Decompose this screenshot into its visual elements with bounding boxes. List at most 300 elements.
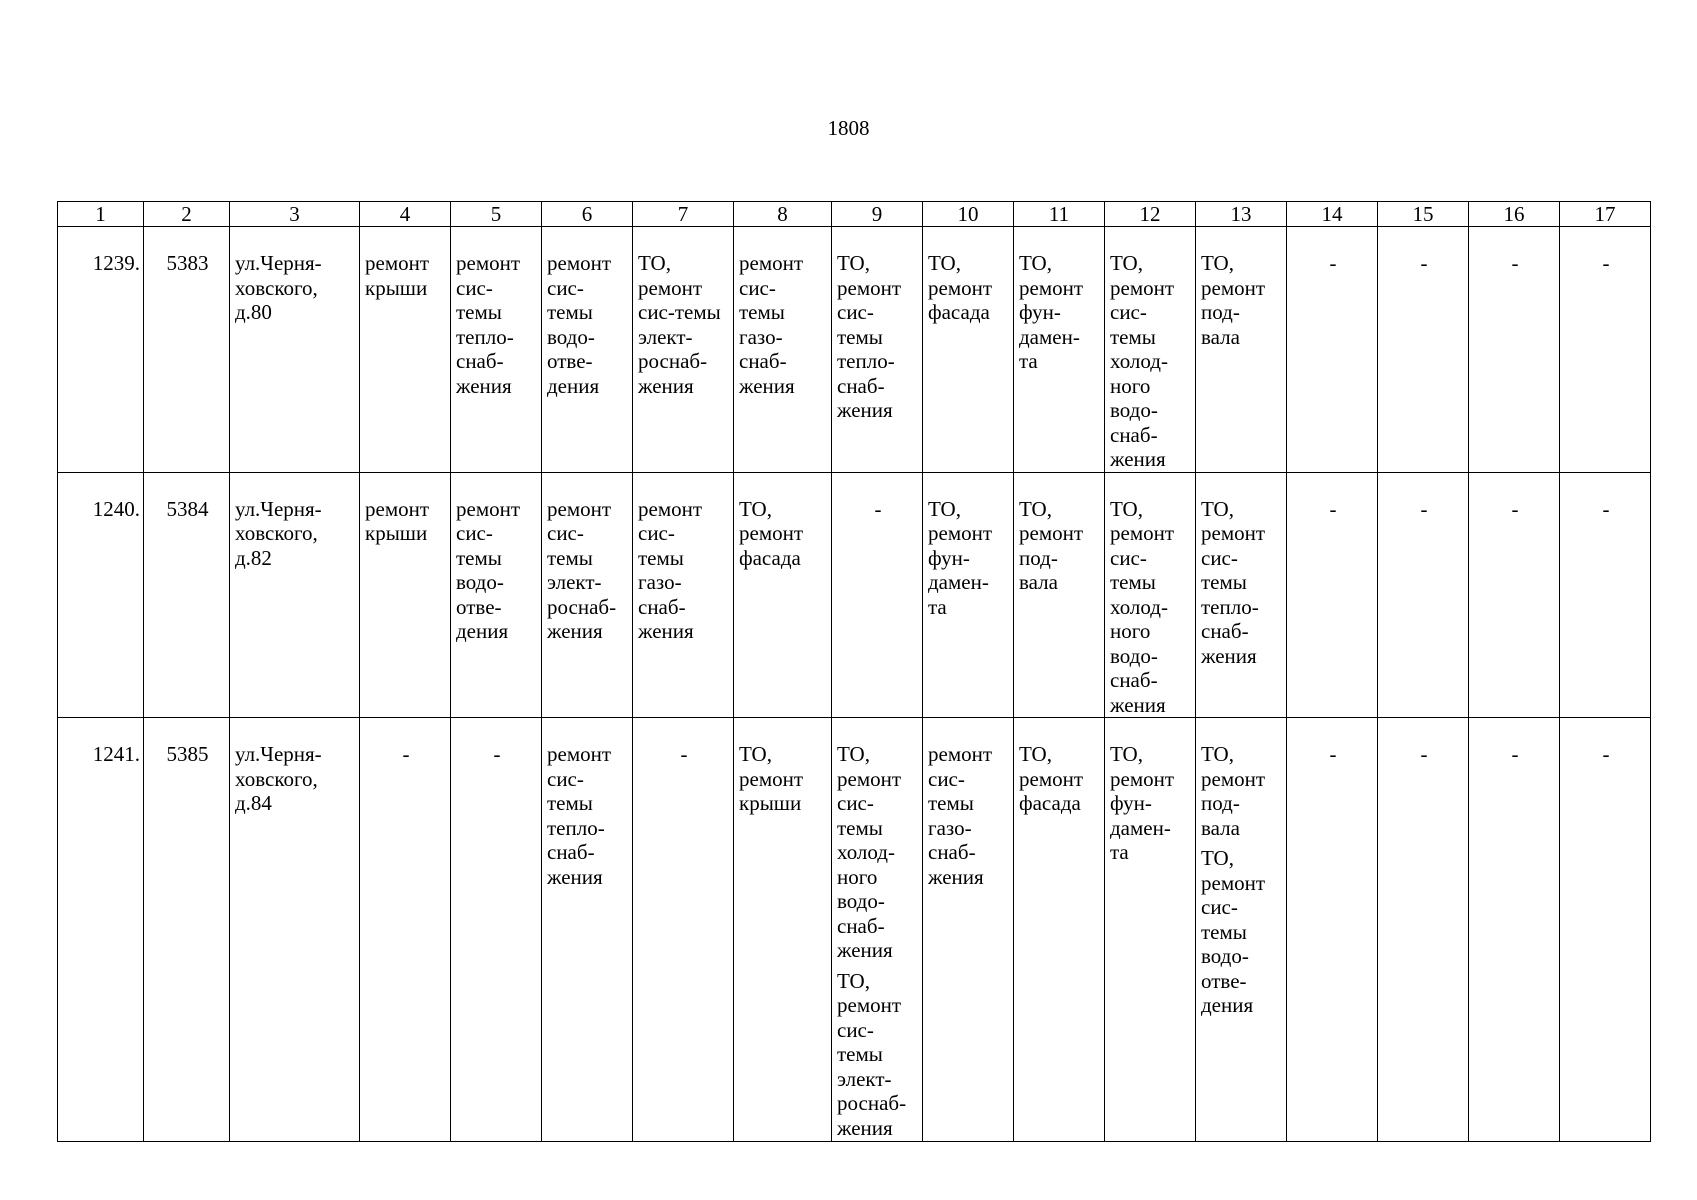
cell-text-line: ховского, [235, 275, 318, 300]
cell-text-block [1019, 497, 1101, 595]
cell-text-line: жения [547, 619, 603, 643]
cell-text-line: темы [739, 300, 785, 324]
column-number-header: 9 [832, 202, 923, 227]
table-row [58, 718, 1651, 1142]
table-cell-col-13 [1196, 718, 1287, 1142]
table-cell-col-15 [1378, 227, 1469, 473]
cell-text-line: - [1329, 251, 1337, 275]
column-number-header: 10 [923, 202, 1014, 227]
cell-text-line: вала [1019, 570, 1058, 594]
column-number-header: 7 [633, 202, 734, 227]
cell-text-line: дамен- [1110, 815, 1171, 840]
cell-text-line: та [1110, 840, 1129, 864]
cell-text-line: ТО, [739, 742, 772, 766]
cell-text-line: ТО, [1201, 846, 1234, 870]
cell-top-spacing [456, 227, 538, 251]
cell-top-spacing [149, 227, 226, 251]
cell-text-line: ремонт [1110, 766, 1175, 791]
cell-text-line: - [1511, 742, 1519, 766]
cell-text-line: сис- [1201, 545, 1238, 570]
cell-top-spacing [149, 473, 226, 497]
table-cell-col-15 [1378, 718, 1469, 1142]
table-cell-col-7 [633, 718, 734, 1142]
cell-text-block [837, 251, 919, 423]
cell-top-spacing [1292, 227, 1374, 251]
table-cell-col-13 [1196, 227, 1287, 473]
cell-text-line: д.82 [235, 545, 272, 570]
table-cell-col-11 [1014, 472, 1105, 718]
cell-text-line: жения [638, 619, 694, 643]
column-number-header: 8 [734, 202, 832, 227]
cell-text-line: ремонт [739, 251, 804, 275]
cell-text-line: роснаб- [547, 594, 617, 619]
cell-text-line: сис- [837, 300, 874, 324]
cell-text-line: ТО, [1019, 742, 1052, 766]
cell-text-line: темы [1201, 570, 1247, 594]
cell-top-spacing [1474, 718, 1556, 742]
cell-text-line: водо- [1110, 398, 1158, 422]
cell-text-block [837, 742, 919, 963]
cell-top-spacing [365, 227, 447, 251]
cell-text-block [149, 251, 226, 276]
table-cell-col-8 [734, 472, 832, 718]
cell-text-line: ного [1110, 373, 1151, 398]
cell-top-spacing [365, 718, 447, 742]
cell-text-line: фасада [1019, 791, 1081, 815]
cell-text-line: темы [456, 545, 502, 570]
cell-top-spacing [1383, 227, 1465, 251]
cell-top-spacing [1201, 718, 1283, 742]
cell-top-spacing [1292, 473, 1374, 497]
cell-text-line: - [493, 742, 501, 766]
table-cell-col-15 [1378, 472, 1469, 718]
cell-text-line: жения [739, 373, 795, 398]
cell-text-line: элект- [547, 570, 602, 594]
cell-text-line: ТО, [1019, 251, 1052, 275]
cell-text-line: элект- [638, 324, 693, 349]
cell-text-line: - [680, 742, 688, 766]
cell-text-line: ТО, [1110, 251, 1143, 275]
cell-text-line: тепло- [547, 815, 605, 840]
cell-top-spacing [456, 473, 538, 497]
cell-text-line: темы [928, 791, 974, 815]
cell-text-line: ховского, [235, 521, 318, 545]
table-cell-col-9 [832, 718, 923, 1142]
cell-text-line: дамен- [1019, 324, 1080, 349]
cell-text-line: ремонт [547, 742, 612, 766]
cell-text-block [837, 497, 919, 522]
cell-text-block [1474, 251, 1556, 276]
cell-text-line: крыши [365, 521, 428, 545]
cell-text-line: сис- [1110, 545, 1147, 570]
cell-text-block [1383, 497, 1465, 522]
cell-top-spacing [235, 718, 356, 742]
cell-text-line: ул.Черня- [235, 496, 322, 521]
cell-text-block [1383, 742, 1465, 767]
table-cell-col-16 [1469, 472, 1560, 718]
cell-text-line: вала [1201, 324, 1240, 349]
cell-text-line: ремонт [456, 251, 521, 275]
cell-text-line: роснаб- [837, 1091, 907, 1115]
table-cell-col-6 [542, 227, 633, 473]
cell-text-block [928, 497, 1010, 620]
cell-text-block [235, 251, 356, 325]
table-cell-col-5 [451, 718, 542, 1142]
column-number-header: 4 [360, 202, 451, 227]
cell-text-block [1110, 497, 1192, 718]
cell-text-line: ремонт [739, 521, 804, 545]
cell-text-line: - [1420, 742, 1428, 766]
cell-text-line: ТО, [928, 496, 961, 521]
cell-text-block [928, 251, 1010, 325]
cell-top-spacing [928, 718, 1010, 742]
cell-text-line: водо- [1110, 643, 1158, 668]
table-cell-col-6 [542, 472, 633, 718]
table-cell-col-7 [633, 227, 734, 473]
cell-text-line: - [1602, 251, 1610, 275]
cell-text-line: снаб- [1110, 668, 1158, 692]
column-number-header: 2 [144, 202, 230, 227]
table-cell-col-3 [230, 472, 360, 718]
cell-top-spacing [1110, 718, 1192, 742]
cell-text-line: жения [547, 864, 603, 889]
cell-text-line: крыши [739, 791, 802, 815]
cell-top-spacing [1110, 473, 1192, 497]
column-number-header: 17 [1560, 202, 1651, 227]
table-cell-col-11 [1014, 227, 1105, 473]
table-cell-col-6 [542, 718, 633, 1142]
cell-text-line: жения [456, 373, 512, 398]
cell-text-line: ховского, [235, 766, 318, 791]
data-table [57, 201, 1651, 1142]
cell-text-block [1201, 846, 1283, 1018]
cell-text-block [1201, 497, 1283, 669]
cell-text-line: фасада [928, 300, 990, 324]
cell-text-line: дения [1201, 993, 1254, 1017]
cell-text-block [739, 251, 828, 398]
cell-text-line: ул.Черня- [235, 251, 322, 275]
cell-text-line: дения [456, 619, 509, 643]
cell-top-spacing [1565, 473, 1647, 497]
cell-top-spacing [928, 227, 1010, 251]
table-cell-col-2 [144, 472, 230, 718]
cell-text-line: ремонт [1110, 521, 1175, 545]
column-number-header: 13 [1196, 202, 1287, 227]
cell-text-block [1019, 251, 1101, 374]
cell-text-line: под- [1019, 545, 1058, 570]
cell-text-block [149, 742, 226, 767]
cell-text-line: сис- [1110, 300, 1147, 324]
cell-text-line: снаб- [1201, 619, 1249, 643]
cell-text-line: снаб- [1110, 422, 1158, 447]
cell-top-spacing [1110, 227, 1192, 251]
column-number-header: 11 [1014, 202, 1105, 227]
cell-text-block [63, 251, 140, 276]
cell-text-line: сис- [456, 521, 493, 545]
cell-top-spacing [63, 227, 140, 251]
cell-text-block [837, 969, 919, 1141]
cell-top-spacing [1383, 718, 1465, 742]
table-cell-col-10 [923, 472, 1014, 718]
cell-text-line: - [1329, 742, 1337, 766]
table-cell-col-7 [633, 472, 734, 718]
table-cell-col-10 [923, 718, 1014, 1142]
cell-top-spacing [739, 473, 828, 497]
cell-text-block [365, 251, 447, 300]
cell-text-block [1292, 497, 1374, 522]
cell-text-line: ного [1110, 619, 1151, 643]
cell-top-spacing [1474, 227, 1556, 251]
cell-text-block [1565, 251, 1647, 276]
cell-text-line: сис- [547, 766, 584, 791]
table-cell-col-8 [734, 227, 832, 473]
cell-text-line: ремонт [547, 251, 612, 275]
cell-text-line: ремонт [638, 275, 703, 300]
cell-text-line: тепло- [837, 349, 895, 373]
cell-text-line: - [1602, 742, 1610, 766]
cell-text-line: 1240. [92, 496, 140, 521]
cell-text-line: водо- [547, 324, 595, 349]
cell-text-line: темы [837, 324, 883, 349]
cell-text-block [63, 742, 140, 767]
table-cell-col-4 [360, 472, 451, 718]
cell-text-line: сис- [739, 275, 776, 300]
cell-text-block [63, 497, 140, 522]
cell-text-line: 1239. [92, 251, 140, 275]
cell-text-line: снаб- [837, 373, 885, 398]
table-cell-col-8 [734, 718, 832, 1142]
cell-text-line: темы [1201, 919, 1247, 944]
cell-text-line: жения [1110, 692, 1166, 717]
table-row [58, 227, 1651, 473]
cell-top-spacing [1565, 227, 1647, 251]
cell-text-line: та [928, 594, 947, 619]
cell-text-line: ТО, [739, 496, 772, 521]
cell-text-line: д.80 [235, 300, 272, 324]
cell-text-line: сис- [547, 275, 584, 300]
cell-top-spacing [547, 473, 629, 497]
cell-text-block [1474, 497, 1556, 522]
table-cell-col-1 [58, 472, 144, 718]
cell-text-block [928, 742, 1010, 889]
table-cell-col-13 [1196, 472, 1287, 718]
cell-text-line: ремонт [837, 766, 902, 791]
table-cell-col-12 [1105, 472, 1196, 718]
cell-text-line: темы [547, 545, 593, 570]
cell-text-line: жения [1110, 447, 1166, 471]
table-cell-col-14 [1287, 472, 1378, 718]
cell-text-line: ремонт [1201, 870, 1266, 895]
cell-text-line: 5383 [166, 251, 209, 275]
cell-text-line: ТО, [928, 251, 961, 275]
cell-text-line: - [1329, 496, 1337, 521]
cell-text-line: темы [1110, 570, 1156, 594]
column-number-header: 12 [1105, 202, 1196, 227]
cell-top-spacing [837, 718, 919, 742]
cell-text-block [1201, 251, 1283, 349]
cell-text-line: темы [837, 1042, 883, 1066]
column-number-header: 1 [58, 202, 144, 227]
table-cell-col-16 [1469, 718, 1560, 1142]
cell-text-block [1292, 251, 1374, 276]
cell-top-spacing [547, 227, 629, 251]
cell-text-line: сис- [638, 521, 675, 545]
cell-top-spacing [1019, 227, 1101, 251]
cell-text-line: отве- [456, 594, 502, 619]
cell-text-block [365, 497, 447, 546]
cell-top-spacing [365, 473, 447, 497]
cell-text-line: элект- [837, 1066, 892, 1091]
cell-text-line: - [1602, 496, 1610, 521]
cell-text-line: водо- [456, 570, 504, 594]
table-cell-col-10 [923, 227, 1014, 473]
cell-text-block [1292, 742, 1374, 767]
cell-text-block [638, 497, 730, 644]
cell-text-line: снаб- [928, 840, 976, 864]
cell-top-spacing [63, 718, 140, 742]
table-cell-col-12 [1105, 227, 1196, 473]
cell-text-line: ТО, [1201, 742, 1234, 766]
cell-top-spacing [837, 473, 919, 497]
cell-text-line: жения [638, 373, 694, 398]
cell-top-spacing [1019, 473, 1101, 497]
cell-text-block [1110, 742, 1192, 865]
cell-text-block [638, 742, 730, 767]
cell-text-line: снаб- [739, 349, 787, 373]
cell-text-line: отве- [547, 349, 593, 373]
cell-text-line: 5385 [166, 742, 209, 766]
cell-text-line: тепло- [456, 324, 514, 349]
cell-text-line: сис- [456, 275, 493, 300]
cell-text-line: под- [1201, 791, 1240, 815]
table-cell-col-16 [1469, 227, 1560, 473]
cell-text-line: ремонт [1019, 275, 1084, 300]
table-cell-col-3 [230, 718, 360, 1142]
cell-text-line: - [1420, 496, 1428, 521]
cell-text-line: сис-темы [638, 300, 721, 324]
cell-top-spacing [837, 227, 919, 251]
cell-text-line: ремонт [638, 496, 703, 521]
cell-top-spacing [928, 473, 1010, 497]
cell-text-line: сис- [547, 521, 584, 545]
cell-top-spacing [456, 718, 538, 742]
cell-text-block [1565, 497, 1647, 522]
cell-text-block [547, 742, 629, 889]
cell-top-spacing [235, 473, 356, 497]
cell-text-line: - [874, 496, 882, 521]
cell-text-line: водо- [1201, 944, 1249, 968]
cell-text-line: сис- [837, 791, 874, 815]
cell-text-line: ТО, [837, 742, 870, 766]
page-number: 1808 [827, 116, 870, 140]
cell-text-line: жения [837, 938, 893, 962]
column-number-header: 14 [1287, 202, 1378, 227]
cell-text-line: ремонт [837, 275, 902, 300]
cell-text-block [1565, 742, 1647, 767]
cell-text-line: 5384 [166, 496, 209, 521]
cell-text-line: роснаб- [638, 349, 708, 373]
cell-text-line: снаб- [456, 349, 504, 373]
table-cell-col-17 [1560, 472, 1651, 718]
cell-top-spacing [1383, 473, 1465, 497]
cell-text-line: ремонт [456, 496, 521, 521]
cell-top-spacing [1201, 227, 1283, 251]
cell-top-spacing [638, 718, 730, 742]
cell-top-spacing [739, 718, 828, 742]
cell-text-line: ного [837, 864, 878, 889]
cell-text-block [456, 742, 538, 767]
column-number-header: 15 [1378, 202, 1469, 227]
cell-text-line: темы [638, 545, 684, 570]
table-row [58, 472, 1651, 718]
table-cell-col-17 [1560, 227, 1651, 473]
cell-top-spacing [739, 227, 828, 251]
column-number-header: 3 [230, 202, 360, 227]
cell-top-spacing [235, 227, 356, 251]
cell-text-block [1383, 251, 1465, 276]
cell-text-line: снаб- [638, 594, 686, 619]
cell-text-line: ремонт [928, 521, 993, 545]
cell-text-line: сис- [928, 766, 965, 791]
cell-top-spacing [1201, 473, 1283, 497]
cell-text-block [1110, 251, 1192, 472]
cell-text-line: 1241. [92, 742, 140, 766]
cell-text-line: фун- [1110, 791, 1152, 815]
table-cell-col-1 [58, 718, 144, 1142]
cell-text-line: ТО, [638, 251, 671, 275]
table-cell-col-17 [1560, 718, 1651, 1142]
cell-text-block [365, 742, 447, 767]
cell-text-block [1019, 742, 1101, 816]
column-number-header: 16 [1469, 202, 1560, 227]
cell-text-line: темы [1110, 324, 1156, 349]
cell-text-line: темы [837, 815, 883, 840]
cell-text-line: темы [547, 791, 593, 815]
column-number-header-row [58, 202, 1651, 227]
table-cell-col-4 [360, 227, 451, 473]
cell-text-block [739, 497, 828, 571]
cell-text-line: ремонт [365, 496, 430, 521]
cell-text-line: холод- [837, 840, 895, 864]
cell-text-line: темы [456, 300, 502, 324]
table-cell-col-2 [144, 227, 230, 473]
cell-text-line: дения [547, 373, 600, 398]
cell-text-line: - [1511, 251, 1519, 275]
cell-text-line: ТО, [1201, 251, 1234, 275]
cell-text-line: фун- [928, 545, 970, 570]
cell-text-block [456, 497, 538, 644]
cell-text-line: - [1420, 251, 1428, 275]
cell-text-line: ремонт [837, 993, 902, 1017]
cell-text-block [149, 497, 226, 522]
cell-text-line: фун- [1019, 300, 1061, 324]
cell-text-line: ремонт [739, 766, 804, 791]
cell-text-line: дамен- [928, 570, 989, 594]
cell-text-line: сис- [837, 1017, 874, 1042]
cell-text-line: ремонт [1201, 275, 1266, 300]
cell-text-line: ТО, [1019, 496, 1052, 521]
cell-text-block [1201, 742, 1283, 840]
cell-text-line: водо- [837, 889, 885, 913]
cell-text-line: газо- [739, 324, 783, 349]
cell-text-line: ремонт [1019, 766, 1084, 791]
cell-text-line: ТО, [837, 968, 870, 993]
cell-text-block [547, 251, 629, 398]
cell-text-line: холод- [1110, 594, 1168, 619]
cell-text-line: жения [928, 864, 984, 889]
cell-text-line: ремонт [928, 742, 993, 766]
cell-text-line: ремонт [1110, 275, 1175, 300]
